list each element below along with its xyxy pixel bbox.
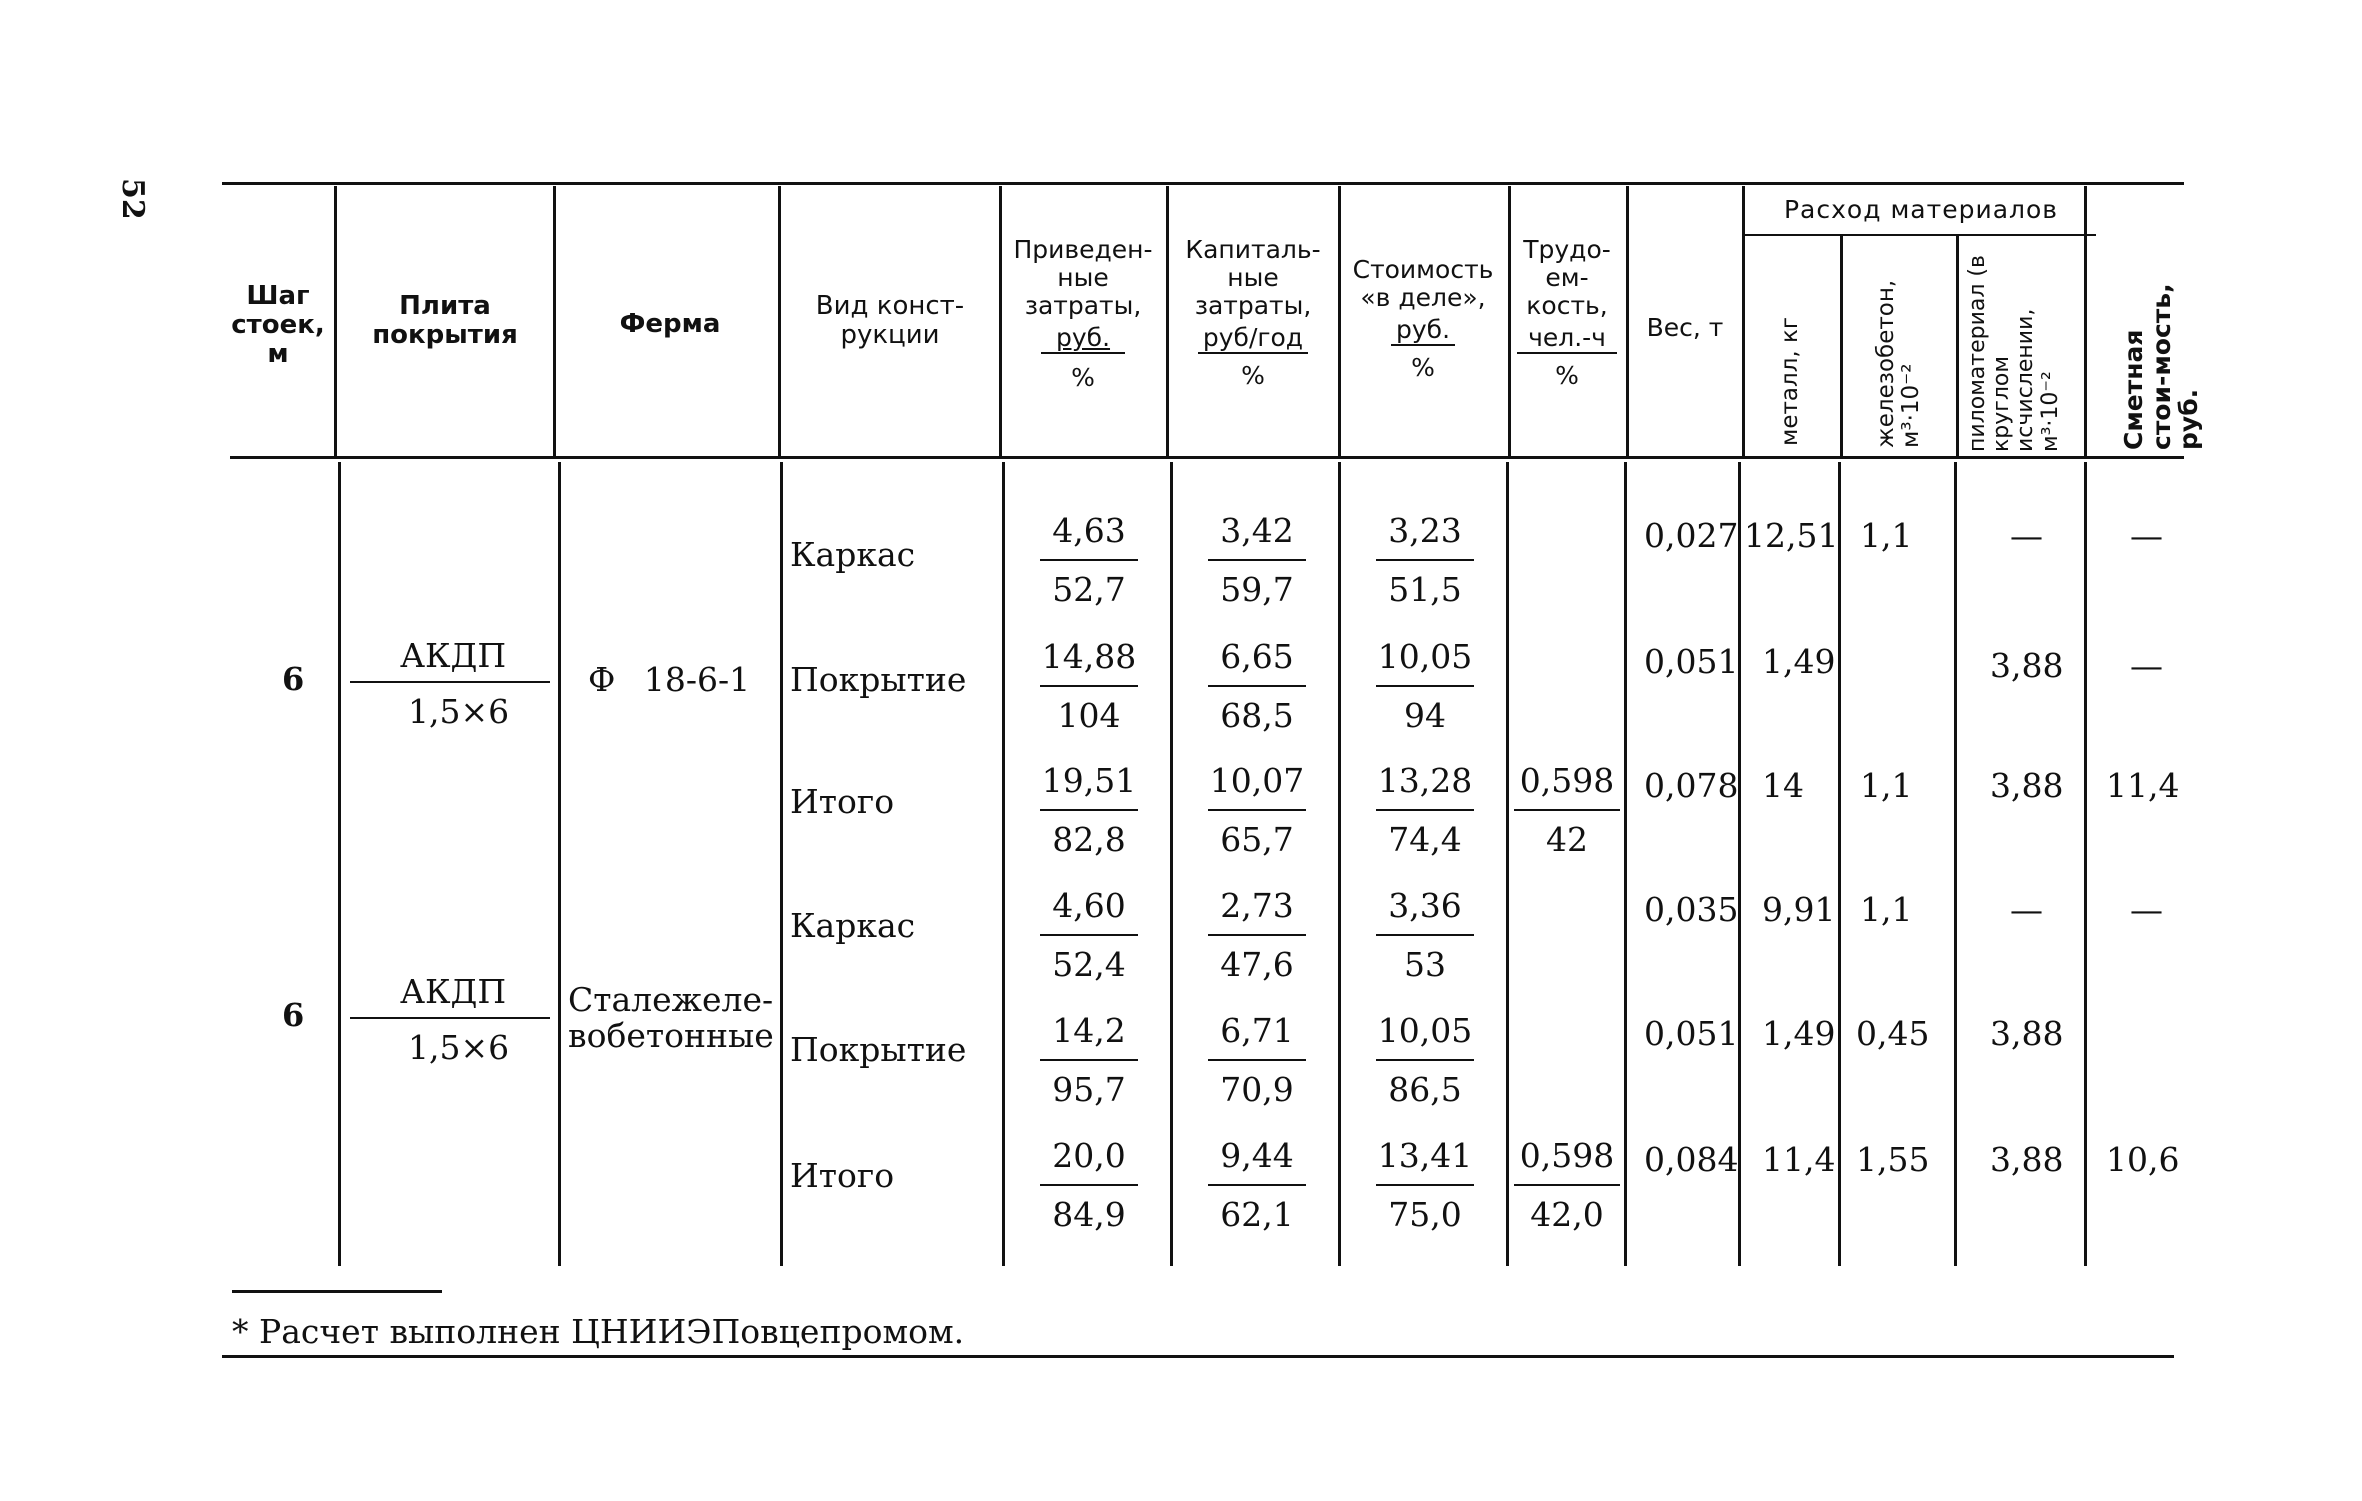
- g1-r2-capital: [1202, 637, 1312, 735]
- g2-r3-capital-num: 9,44: [1220, 1136, 1294, 1175]
- g2-r2-capital-num: 6,71: [1220, 1011, 1294, 1050]
- g1-r2-metal: 1,49: [1762, 642, 1836, 681]
- g2-r3-reduced-den: 84,9: [1052, 1195, 1126, 1234]
- g1-r3-capital-num: 10,07: [1209, 761, 1305, 800]
- g2-r2-capital-den: 70,9: [1220, 1070, 1294, 1109]
- g1-r1-reduced-den: 52,7: [1052, 570, 1126, 609]
- g2-r2-reduced: [1034, 1011, 1144, 1109]
- g2-r3-kind: Итого: [790, 1156, 895, 1195]
- g1-r1-reduced-num: 4,63: [1052, 511, 1126, 550]
- g1-r1-metal: 12,51: [1744, 516, 1839, 555]
- body-divider: [1338, 462, 1341, 1266]
- header-step: Шаг стоек, м: [231, 281, 325, 370]
- header-cost-unit: руб.: [1391, 316, 1455, 346]
- g1-r1-kind: Каркас: [790, 535, 916, 574]
- g1-r3-reduced: [1034, 761, 1144, 859]
- body-divider: [338, 462, 341, 1266]
- g1-r3-cost: [1370, 761, 1480, 859]
- header-capital-costs: [1170, 236, 1336, 390]
- g2-r3-lumber: 3,88: [1990, 1140, 2064, 1179]
- header-reduced-costs: [1003, 236, 1163, 392]
- g1-r1-weight: 0,027: [1644, 516, 1739, 555]
- g1-r1-capital-den: 59,7: [1220, 570, 1294, 609]
- g1-r1-capital: [1202, 511, 1312, 609]
- g2-r2-metal: 1,49: [1762, 1014, 1836, 1053]
- header-divider: [778, 186, 781, 456]
- g2-r2-kind: Покрытие: [790, 1030, 967, 1069]
- g2-r3-weight: 0,084: [1644, 1140, 1739, 1179]
- g2-r1-kind: Каркас: [790, 906, 916, 945]
- header-labor-title: Трудо-ем-кость,: [1523, 235, 1611, 320]
- g1-r1-capital-num: 3,42: [1220, 511, 1294, 550]
- group2-plate-bottom: 1,5×6: [408, 1028, 510, 1067]
- group1-plate-bar: [350, 681, 550, 683]
- body-divider: [1170, 462, 1173, 1266]
- g1-r2-weight: 0,051: [1644, 642, 1739, 681]
- body-divider: [1002, 462, 1005, 1266]
- g2-r2-concrete: 0,45: [1856, 1014, 1930, 1053]
- g2-r3-labor-den: 42,0: [1530, 1195, 1604, 1234]
- body-divider: [780, 462, 783, 1266]
- g1-r1-cost-den: 51,5: [1388, 570, 1462, 609]
- g2-r1-reduced: [1034, 886, 1144, 984]
- header-estimate: Сметная стои-мость, руб.: [2119, 283, 2203, 450]
- g1-r3-cost-den: 74,4: [1388, 820, 1462, 859]
- group2-plate-bar: [350, 1017, 550, 1019]
- g1-r3-labor-num: 0,598: [1519, 761, 1615, 800]
- g1-r1-estimate: —: [2130, 516, 2163, 555]
- g2-r2-capital: [1202, 1011, 1312, 1109]
- g2-r3-cost: [1370, 1136, 1480, 1234]
- g1-r3-estimate: 11,4: [2106, 766, 2180, 805]
- g1-r1-cost-num: 3,23: [1388, 511, 1462, 550]
- g1-r3-kind: Итого: [790, 782, 895, 821]
- header-plate: Плита покрытия: [372, 291, 518, 351]
- header-divider: [1840, 236, 1843, 456]
- table-bottom-rule: [222, 1355, 2174, 1358]
- header-kind: Вид конст-рукции: [815, 291, 965, 351]
- g1-r1-concrete: 1,1: [1860, 516, 1913, 555]
- g1-r1-cost: [1370, 511, 1480, 609]
- g2-r3-labor: [1508, 1136, 1626, 1234]
- g1-r3-labor: [1508, 761, 1626, 859]
- g2-r3-capital-den: 62,1: [1220, 1195, 1294, 1234]
- header-capital-pct: %: [1241, 361, 1265, 390]
- body-divider: [2084, 462, 2087, 1266]
- g1-r3-reduced-num: 19,51: [1041, 761, 1137, 800]
- footnote-rule: [232, 1290, 442, 1293]
- group2-step: 6: [282, 996, 305, 1034]
- g1-r3-cost-num: 13,28: [1377, 761, 1473, 800]
- header-cost-in-place: [1340, 256, 1506, 382]
- g2-r2-weight: 0,051: [1644, 1014, 1739, 1053]
- header-capital-title: Капиталь-ные затраты,: [1185, 235, 1321, 320]
- group1-plate-top: АКДП: [400, 636, 507, 675]
- g1-r3-weight: 0,078: [1644, 766, 1739, 805]
- header-reduced-title: Приведен-ные затраты,: [1013, 235, 1153, 320]
- g2-r3-cost-den: 75,0: [1388, 1195, 1462, 1234]
- g1-r2-capital-num: 6,65: [1220, 637, 1294, 676]
- header-cost-pct: %: [1411, 353, 1435, 382]
- g2-r1-capital: [1202, 886, 1312, 984]
- g2-r2-cost-num: 10,05: [1377, 1011, 1473, 1050]
- g1-r2-cost: [1370, 637, 1480, 735]
- header-materials-group: Расход материалов: [1783, 195, 2059, 224]
- group1-truss: Ф 18-6-1: [588, 660, 751, 699]
- g2-r1-weight: 0,035: [1644, 890, 1739, 929]
- g1-r2-reduced-num: 14,88: [1041, 637, 1137, 676]
- header-labor-pct: %: [1555, 361, 1579, 390]
- g2-r2-reduced-num: 14,2: [1052, 1011, 1126, 1050]
- g2-r1-estimate: —: [2130, 890, 2163, 929]
- g2-r2-lumber: 3,88: [1990, 1014, 2064, 1053]
- g1-r2-reduced: [1034, 637, 1144, 735]
- header-divider: [2084, 186, 2087, 456]
- g2-r3-estimate: 10,6: [2106, 1140, 2180, 1179]
- g2-r3-reduced: [1034, 1136, 1144, 1234]
- header-divider: [553, 186, 556, 456]
- group2-truss-line1: Сталежеле-: [568, 980, 774, 1019]
- g2-r1-cost: [1370, 886, 1480, 984]
- group1-step: 6: [282, 660, 305, 698]
- header-divider: [1742, 186, 1745, 456]
- g1-r1-lumber: —: [2010, 516, 2043, 555]
- header-weight: Вес, т: [1646, 313, 1724, 342]
- g1-r2-lumber: 3,88: [1990, 646, 2064, 685]
- g2-r3-reduced-num: 20,0: [1052, 1136, 1126, 1175]
- g2-r1-cost-num: 3,36: [1388, 886, 1462, 925]
- g2-r2-cost: [1370, 1011, 1480, 1109]
- g2-r1-capital-num: 2,73: [1220, 886, 1294, 925]
- header-divider: [999, 186, 1002, 456]
- g1-r1-reduced: [1034, 511, 1144, 609]
- header-capital-unit: руб/год: [1198, 324, 1308, 354]
- header-reduced-unit: руб.: [1041, 324, 1125, 354]
- g1-r3-reduced-den: 82,8: [1052, 820, 1126, 859]
- header-divider: [334, 186, 337, 456]
- header-divider: [1626, 186, 1629, 456]
- header-truss: Ферма: [619, 309, 721, 339]
- materials-group-rule: [1744, 234, 2096, 236]
- g2-r1-reduced-den: 52,4: [1052, 945, 1126, 984]
- g2-r3-labor-num: 0,598: [1519, 1136, 1615, 1175]
- g1-r3-metal: 14: [1762, 766, 1804, 805]
- g1-r2-kind: Покрытие: [790, 660, 967, 699]
- table-top-rule: [222, 182, 2184, 185]
- g2-r3-cost-num: 13,41: [1377, 1136, 1473, 1175]
- g2-r1-capital-den: 47,6: [1220, 945, 1294, 984]
- g1-r2-cost-num: 10,05: [1377, 637, 1473, 676]
- header-labor-unit: чел.-ч: [1517, 324, 1617, 354]
- header-divider: [1166, 186, 1169, 456]
- group2-truss-line2: вобетонные: [568, 1016, 774, 1055]
- body-divider: [558, 462, 561, 1266]
- g2-r1-lumber: —: [2010, 890, 2043, 929]
- header-divider: [1956, 236, 1959, 456]
- g1-r3-concrete: 1,1: [1860, 766, 1913, 805]
- g2-r1-reduced-num: 4,60: [1052, 886, 1126, 925]
- g2-r3-metal: 11,4: [1762, 1140, 1836, 1179]
- g1-r3-capital-den: 65,7: [1220, 820, 1294, 859]
- header-cost-title: Стоимость «в деле»,: [1352, 255, 1494, 312]
- g2-r2-cost-den: 86,5: [1388, 1070, 1462, 1109]
- body-divider: [1954, 462, 1957, 1266]
- g2-r3-concrete: 1,55: [1856, 1140, 1930, 1179]
- g1-r3-lumber: 3,88: [1990, 766, 2064, 805]
- g1-r2-reduced-den: 104: [1057, 696, 1121, 735]
- g2-r3-capital: [1202, 1136, 1312, 1234]
- g2-r1-metal: 9,91: [1762, 890, 1836, 929]
- page-number: 52: [115, 178, 150, 220]
- g1-r2-estimate: —: [2130, 646, 2163, 685]
- g1-r3-labor-den: 42: [1546, 820, 1588, 859]
- header-labor: [1510, 236, 1624, 390]
- group2-plate-top: АКДП: [400, 972, 507, 1011]
- g2-r2-reduced-den: 95,7: [1052, 1070, 1126, 1109]
- g2-r1-cost-den: 53: [1404, 945, 1446, 984]
- footnote: * Расчет выполнен ЦНИИЭПовцепромом.: [232, 1312, 965, 1351]
- g1-r2-capital-den: 68,5: [1220, 696, 1294, 735]
- header-bottom-rule: [230, 456, 2184, 459]
- header-concrete: железобетон, м³·10⁻²: [1873, 279, 1925, 448]
- header-lumber: пиломатериал (в круглом исчислении, м³·10⁻²: [1965, 255, 2063, 452]
- group1-plate-bottom: 1,5×6: [408, 692, 510, 731]
- g1-r2-cost-den: 94: [1404, 696, 1446, 735]
- header-metal: металл, кг: [1777, 317, 1803, 446]
- body-divider: [1838, 462, 1841, 1266]
- g1-r3-capital: [1202, 761, 1312, 859]
- g2-r1-concrete: 1,1: [1860, 890, 1913, 929]
- header-reduced-pct: %: [1071, 363, 1095, 392]
